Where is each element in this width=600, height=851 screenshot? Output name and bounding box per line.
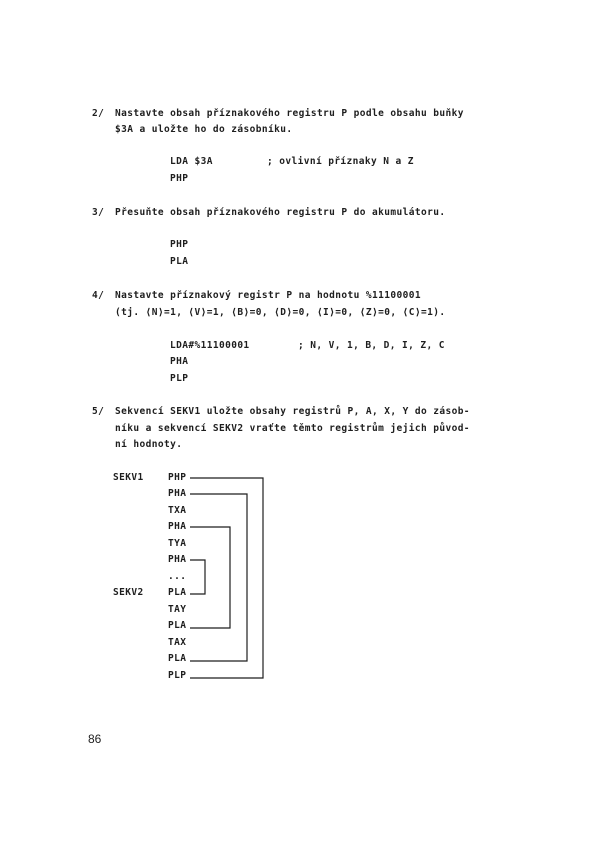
- section-3-number: 3/: [92, 207, 105, 218]
- section-5-text-line3: ní hodnoty.: [115, 439, 183, 450]
- section-2-number: 2/: [92, 108, 105, 119]
- seq-line-1: PHP: [168, 472, 187, 483]
- seq-line-11: TAX: [168, 637, 187, 648]
- seq-line-4: PHA: [168, 521, 187, 532]
- section-4-code-line3-instr: PLP: [170, 373, 189, 384]
- seq-line-10: PLA: [168, 620, 187, 631]
- seq-line-6: PHA: [168, 554, 187, 565]
- section-2-code-line2-instr: PHP: [170, 173, 189, 184]
- section-5-number: 5/: [92, 406, 105, 417]
- section-5-text-line1: Sekvencí SEKV1 uložte obsahy registrů P, A, X, Y do zásob-: [115, 406, 470, 417]
- sekv2-label: SEKV2: [113, 587, 144, 598]
- seq-line-7: ...: [168, 571, 187, 582]
- section-2-text-line2: $3A a uložte ho do zásobníku.: [115, 124, 293, 135]
- section-3-code-line2: PLA: [170, 256, 189, 267]
- section-2-text-line1: Nastavte obsah příznakového registru P podle obsahu buňky: [115, 108, 464, 119]
- section-4-code-line1-instr: LDA#%11100001: [170, 340, 250, 351]
- bracket-php-plp: [190, 478, 263, 678]
- bracket-pha-pla-outer: [190, 494, 247, 661]
- seq-line-5: TYA: [168, 538, 187, 549]
- section-2-code-line1-comment: ; ovlivní příznaky N a Z: [267, 156, 414, 167]
- section-4-text-line2: (tj. ⟨N⟩=1, ⟨V⟩=1, ⟨B⟩=0, ⟨D⟩=0, ⟨I⟩=0, ⟨Z⟩=0, ⟨C⟩=1).: [115, 307, 446, 318]
- seq-line-9: TAY: [168, 604, 187, 615]
- bracket-pha-pla-middle: [190, 527, 230, 628]
- section-5-text-line2: níku a sekvencí SEKV2 vraťte těmto registrům jejich původ-: [115, 423, 470, 434]
- seq-line-8: PLA: [168, 587, 187, 598]
- section-3-code-line1: PHP: [170, 239, 189, 250]
- seq-line-12: PLA: [168, 653, 187, 664]
- section-4-code-line2-instr: PHA: [170, 356, 189, 367]
- seq-line-13: PLP: [168, 670, 187, 681]
- sekv1-label: SEKV1: [113, 472, 144, 483]
- section-4-text-line1: Nastavte příznakový registr P na hodnotu %11100001: [115, 290, 421, 301]
- seq-line-3: TXA: [168, 505, 187, 516]
- bracket-pha-pla-inner: [190, 560, 205, 594]
- page-number: 86: [88, 732, 102, 746]
- section-4-number: 4/: [92, 290, 105, 301]
- section-4-code-line1-comment: ; N, V, 1, B, D, I, Z, C: [298, 340, 445, 351]
- section-3-text-line1: Přesuňte obsah příznakového registru P do akumulátoru.: [115, 207, 446, 218]
- section-2-code-line1-instr: LDA $3A: [170, 156, 213, 167]
- seq-line-2: PHA: [168, 488, 187, 499]
